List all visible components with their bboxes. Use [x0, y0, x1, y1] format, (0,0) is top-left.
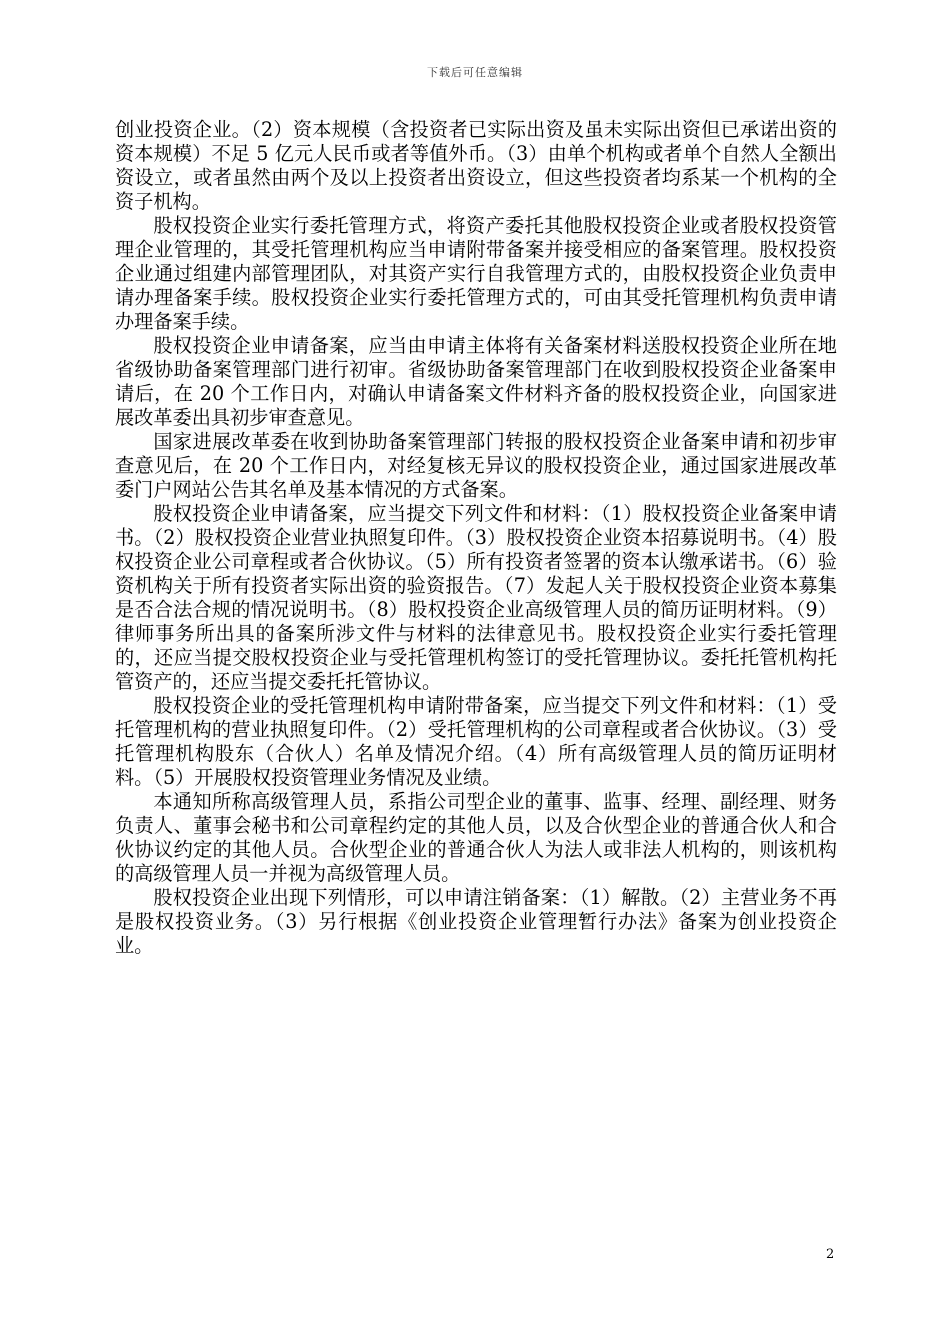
paragraph: 股权投资企业申请备案，应当由申请主体将有关备案材料送股权投资企业所在地省级协助备案管理部门进行初审。省级协助备案管理部门在收到股权投资企业备案申请后，在 20 个工作日内，对确认申请备案文件材料齐备的股权投资企业，向国家进展改革委出具初步审查意见。 — [115, 334, 837, 429]
paragraph: 股权投资企业的受托管理机构申请附带备案，应当提交下列文件和材料：（1）受托管理机构的营业执照复印件。（2）受托管理机构的公司章程或者合伙协议。（3）受托管理机构股东（合伙人）名单及情况介绍。（4）所有高级管理人员的简历证明材料。（5）开展股权投资管理业务情况及业绩。 — [115, 694, 837, 789]
paragraph: 国家进展改革委在收到协助备案管理部门转报的股权投资企业备案申请和初步审查意见后，在 20 个工作日内，对经复核无异议的股权投资企业，通过国家进展改革委门户网站公告其名单及基本情况的方式备案。 — [115, 430, 837, 501]
page-number: 2 — [826, 1247, 835, 1262]
document-body — [115, 118, 837, 958]
paragraph: 股权投资企业实行委托管理方式，将资产委托其他股权投资企业或者股权投资管理企业管理的，其受托管理机构应当申请附带备案并接受相应的备案管理。股权投资企业通过组建内部管理团队，对其资产实行自我管理方式的，由股权投资企业负责申请办理备案手续。股权投资企业实行委托管理方式的，可由其受托管理机构负责申请办理备案手续。 — [115, 214, 837, 333]
paragraph: 创业投资企业。（2）资本规模（含投资者已实际出资及虽未实际出资但已承诺出资的资本规模）不足 5 亿元人民币或者等值外币。（3）由单个机构或者单个自然人全额出资设立，或者虽然由两个及以上投资者出资设立，但这些投资者均系某一个机构的全资子机构。 — [115, 118, 837, 213]
paragraph: 股权投资企业申请备案，应当提交下列文件和材料：（1）股权投资企业备案申请书。（2）股权投资企业营业执照复印件。（3）股权投资企业资本招募说明书。（4）股权投资企业公司章程或者合伙协议。（5）所有投资者签署的资本认缴承诺书。（6）验资机构关于所有投资者实际出资的验资报告。（7）发起人关于股权投资企业资本募集是否合法合规的情况说明书。（8）股权投资企业高级管理人员的简历证明材料。（9）律师事务所出具的备案所涉文件与材料的法律意见书。股权投资企业实行委托管理的，还应当提交股权投资企业与受托管理机构签订的受托管理协议。委托托管机构托管资产的，还应当提交委托托管协议。 — [115, 502, 837, 693]
page-header: 下载后可任意编辑 — [427, 66, 523, 79]
paragraph: 本通知所称高级管理人员，系指公司型企业的董事、监事、经理、副经理、财务负责人、董事会秘书和公司章程约定的其他人员，以及合伙型企业的普通合伙人和合伙协议约定的其他人员。合伙型企业的普通合伙人为法人或非法人机构的，则该机构的高级管理人员一并视为高级管理人员。 — [115, 790, 837, 885]
paragraph: 股权投资企业出现下列情形，可以申请注销备案：（1）解散。（2）主营业务不再是股权投资业务。（3）另行根据《创业投资企业管理暂行办法》备案为创业投资企业。 — [115, 886, 837, 957]
